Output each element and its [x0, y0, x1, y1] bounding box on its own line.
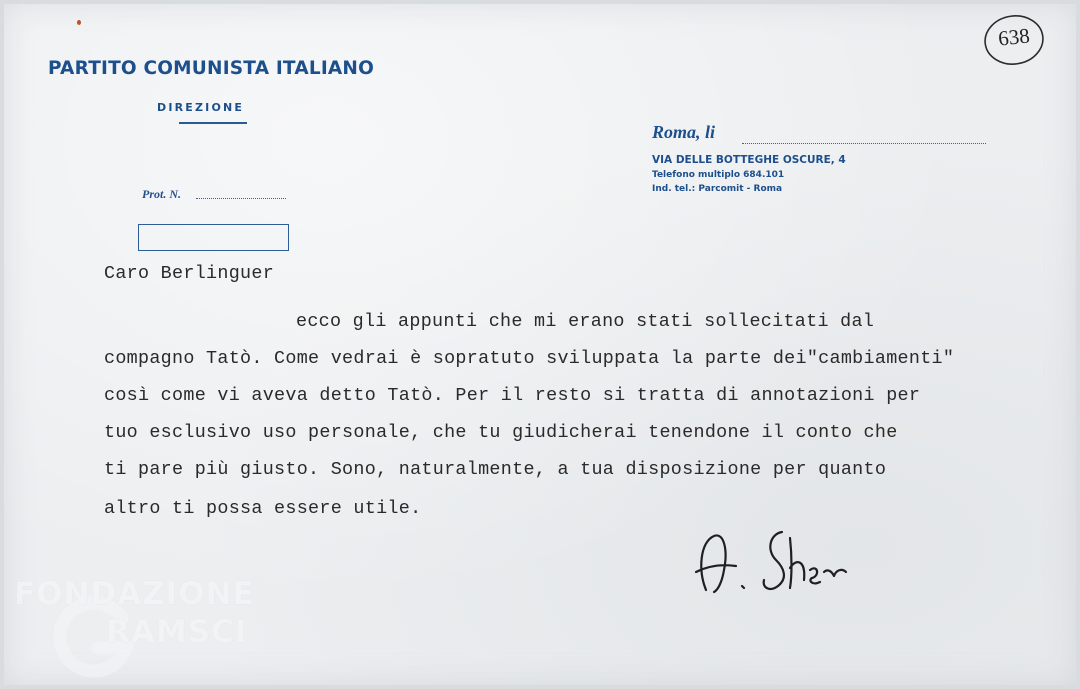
letter-line-2: compagno Tatò. Come vedrai è sopratuto sviluppata la parte dei"cambiamenti" [104, 348, 955, 369]
letter-sheet [4, 4, 1076, 685]
protocol-dotted-line [196, 198, 286, 199]
protocol-label: Prot. N. [142, 187, 181, 201]
letter-salutation: Caro Berlinguer [104, 263, 275, 284]
archive-number: 638 [997, 23, 1031, 51]
archive-number-mark [982, 12, 1046, 68]
letter-line-6: altro ti possa essere utile. [104, 498, 422, 519]
protocol-stamp-box [138, 224, 289, 251]
address-phone: Telefono multiplo 684.101 [652, 170, 785, 180]
department-underline [179, 122, 247, 124]
letterhead-department: DIREZIONE [157, 101, 245, 114]
address-telegraph: Ind. tel.: Parcomit - Roma [652, 184, 783, 194]
address-street: VIA DELLE BOTTEGHE OSCURE, 4 [652, 154, 846, 166]
letter-line-5: ti pare più giusto. Sono, naturalmente, a tua disposizione per quanto [104, 459, 887, 480]
letter-line-1: ecco gli appunti che mi erano stati sollecitati dal [296, 311, 875, 332]
letter-line-3: così come vi aveva detto Tatò. Per il resto si tratta di annotazioni per [104, 385, 921, 406]
letter-line-4: tuo esclusivo uso personale, che tu giudicherai tenendone il conto che [104, 422, 898, 443]
watermark-line-1: FONDAZIONE [14, 576, 255, 612]
handwritten-signature [684, 520, 854, 602]
date-dotted-line [742, 143, 986, 144]
archive-watermark [14, 576, 284, 686]
watermark-line-2: RAMSCI [106, 614, 248, 650]
ink-speck [77, 20, 81, 25]
city-date-label: Roma, li [652, 122, 716, 142]
letterhead-organization: PARTITO COMUNISTA ITALIANO [48, 58, 375, 79]
